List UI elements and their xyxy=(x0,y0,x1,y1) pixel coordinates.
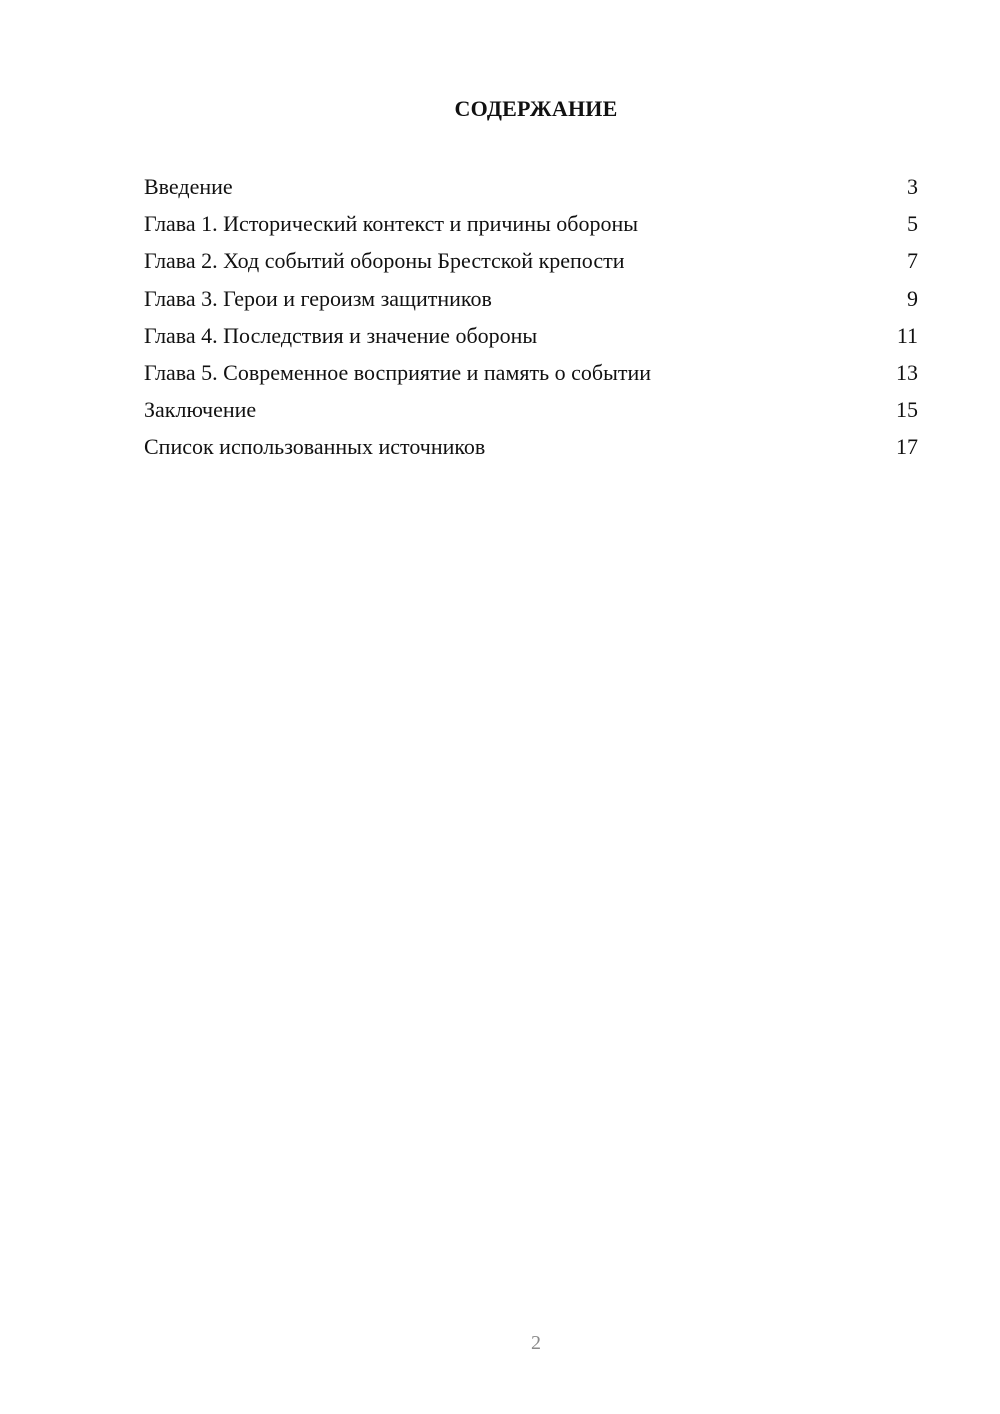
page-number: 2 xyxy=(531,1332,541,1354)
toc-entry-title: Глава 4. Последствия и значение обороны xyxy=(144,322,538,348)
toc-entry-title: Глава 2. Ход событий обороны Брестской крепости xyxy=(144,248,625,274)
toc-entry-page: 13 xyxy=(896,359,918,385)
toc-entry-title: Глава 1. Исторический контекст и причины обороны xyxy=(144,211,639,237)
toc-entry-introduction xyxy=(144,168,918,205)
toc-entry-title: Глава 3. Герои и героизм защитников xyxy=(144,285,492,311)
toc-entry-chapter-5 xyxy=(144,354,918,391)
toc-entry-page: 5 xyxy=(907,211,918,237)
toc-entry-conclusion xyxy=(144,391,918,428)
table-of-contents xyxy=(144,168,918,466)
toc-entry-page: 11 xyxy=(896,322,918,348)
toc-entry-page: 7 xyxy=(907,248,918,274)
toc-entry-references xyxy=(144,428,918,465)
toc-entry-chapter-2 xyxy=(144,242,918,279)
toc-entry-title: Список использованных источников xyxy=(144,434,486,460)
toc-entry-title: Введение xyxy=(144,174,233,199)
toc-entry-title: Заключение xyxy=(144,397,257,423)
page-title: СОДЕРЖАНИЕ xyxy=(454,96,618,121)
toc-entry-page: 3 xyxy=(907,174,918,199)
toc-entry-chapter-3 xyxy=(144,280,918,317)
toc-entry-chapter-1 xyxy=(144,205,918,242)
toc-entry-title: Глава 5. Современное восприятие и память о событии xyxy=(144,359,652,385)
toc-entry-chapter-4 xyxy=(144,317,918,354)
toc-entry-page: 15 xyxy=(896,397,918,423)
toc-entry-page: 17 xyxy=(896,434,918,460)
toc-entry-page: 9 xyxy=(907,285,918,311)
